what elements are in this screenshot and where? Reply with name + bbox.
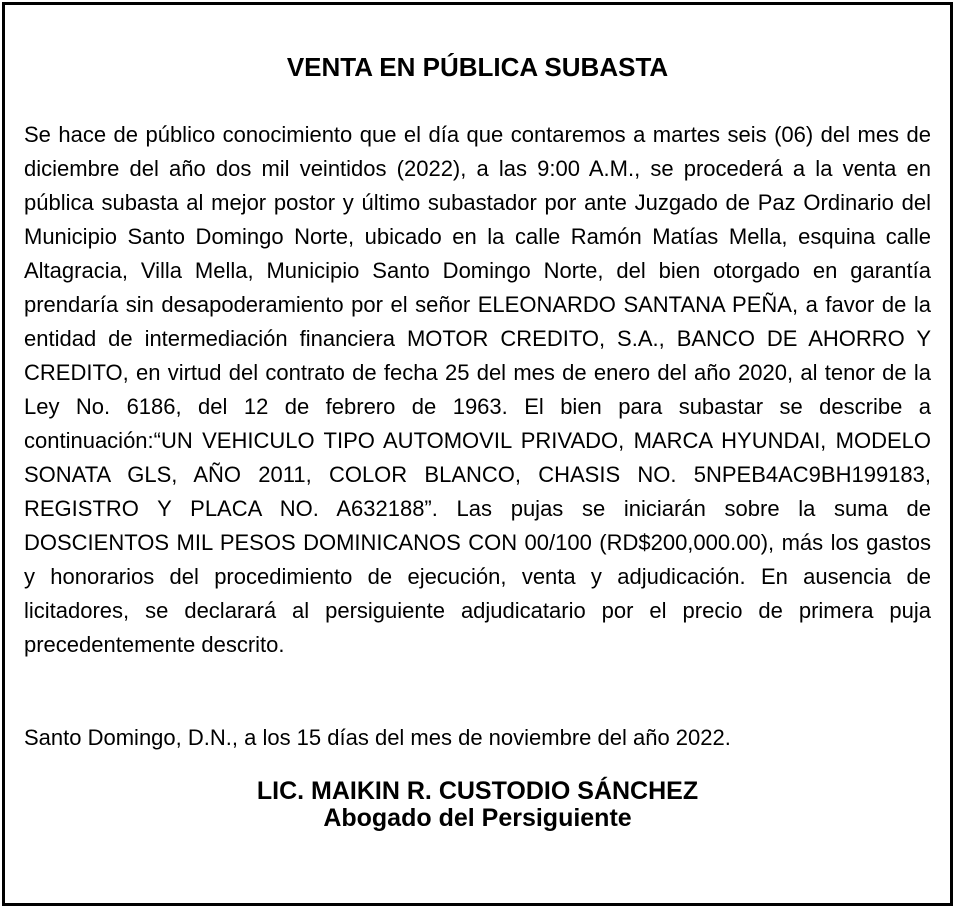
notice-title: VENTA EN PÚBLICA SUBASTA [286,52,669,82]
signature-role: Abogado del Persiguiente [323,804,632,832]
signature-name: LIC. MAIKIN R. CUSTODIO SÁNCHEZ [256,777,699,805]
notice-closing: Santo Domingo, D.N., a los 15 días del mes de noviembre del año 2022. [24,725,731,750]
signature-block [5,778,950,832]
notice-body: Se hace de público conocimiento que el día que contaremos a martes seis (06) del mes de diciembre del año dos mil veintidos (2022), a las 9:00 A.M., se procederá a la venta en pública subasta al mejor postor y último subastador por ante Juzgado de Paz Ordinario del Municipio Santo Domingo Norte, ubicado en la calle Ramón Matías Mella, esquina calle Altagracia, Villa Mella, Municipio Santo Domingo Norte, del bien otorgado en garantía prendaría sin desapoderamiento por el señor ELEONARDO SANTANA PEÑA, a favor de la entidad de intermediación financiera MOTOR CREDITO, S.A., BANCO DE AHORRO Y CREDITO, en virtud del contrato de fecha 25 del mes de enero del año 2020, al tenor de la Ley No. 6186, del 12 de febrero de 1963. El bien para subastar se describe a continuación:“UN VEHICULO TIPO AUTOMOVIL PRIVADO, MARCA HYUNDAI, MODELO SONATA GLS, AÑO 2011, COLOR BLANCO, CHASIS NO. 5NPEB4AC9BH199183, REGISTRO Y PLACA NO. A632188”. Las pujas se iniciarán sobre la suma de DOSCIENTOS MIL PESOS DOMINICANOS CON 00/100 (RD$200,000.00), más los gastos y honorarios del procedimiento de ejecución, venta y adjudicación. En ausencia de licitadores, se declarará al persiguiente adjudicatario por el precio de primera puja precedentemente descrito. [24,122,931,657]
notice-frame [2,2,953,906]
